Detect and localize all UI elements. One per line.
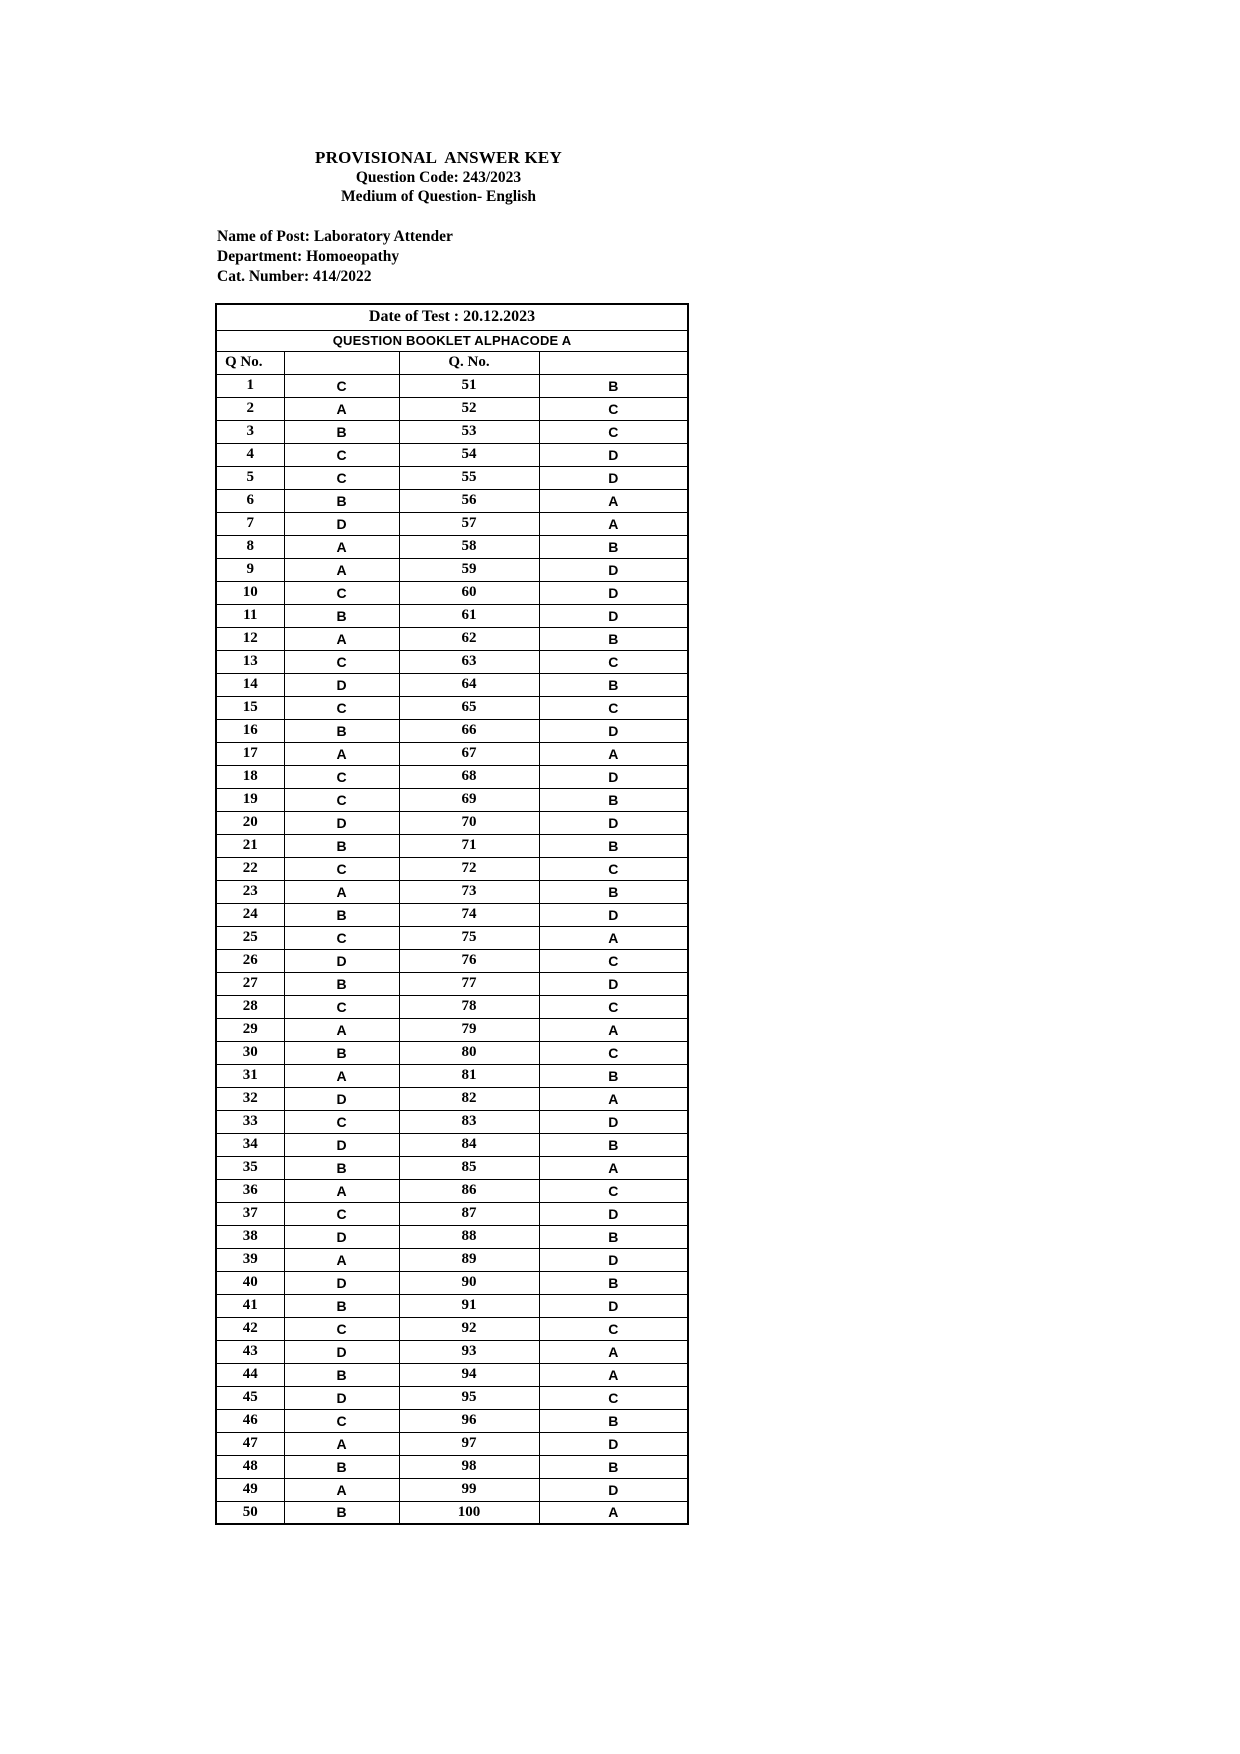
answer-cell: D [539, 466, 688, 489]
answer-cell: B [539, 1271, 688, 1294]
question-number-cell: 87 [399, 1202, 539, 1225]
answer-cell: A [284, 1248, 399, 1271]
answer-cell: C [539, 995, 688, 1018]
date-of-test: Date of Test : 20.12.2023 [216, 304, 688, 330]
question-number-cell: 72 [399, 857, 539, 880]
date-of-test-row [216, 304, 688, 330]
answer-cell: A [539, 1363, 688, 1386]
answer-cell: B [539, 535, 688, 558]
question-number-cell: 38 [216, 1225, 284, 1248]
answer-cell: D [539, 558, 688, 581]
answer-cell: B [539, 880, 688, 903]
answer-cell: A [539, 512, 688, 535]
question-number-cell: 51 [399, 374, 539, 397]
question-number-cell: 64 [399, 673, 539, 696]
answer-cell: D [284, 949, 399, 972]
answer-cell: A [284, 1478, 399, 1501]
answer-cell: C [539, 650, 688, 673]
question-number-cell: 67 [399, 742, 539, 765]
question-number-cell: 79 [399, 1018, 539, 1041]
question-number-cell: 37 [216, 1202, 284, 1225]
table-row [216, 1340, 688, 1363]
answer-cell: D [539, 719, 688, 742]
page-title: PROVISIONAL ANSWER KEY [315, 148, 562, 167]
question-number-cell: 86 [399, 1179, 539, 1202]
column-header-answer-right [539, 351, 688, 374]
answer-cell: B [284, 834, 399, 857]
question-number-cell: 44 [216, 1363, 284, 1386]
answer-cell: B [539, 1455, 688, 1478]
question-number-cell: 5 [216, 466, 284, 489]
answer-cell: D [284, 512, 399, 535]
question-number-cell: 90 [399, 1271, 539, 1294]
name-of-post: Name of Post: Laboratory Attender [217, 228, 453, 245]
question-number-cell: 49 [216, 1478, 284, 1501]
answer-cell: B [539, 627, 688, 650]
question-number-cell: 94 [399, 1363, 539, 1386]
answer-cell: B [284, 489, 399, 512]
medium-of-question: Medium of Question- English [340, 188, 537, 205]
question-number-cell: 4 [216, 443, 284, 466]
question-number-cell: 77 [399, 972, 539, 995]
answer-cell: A [284, 1179, 399, 1202]
answer-cell: B [284, 604, 399, 627]
answer-cell: A [284, 742, 399, 765]
table-row [216, 443, 688, 466]
table-row [216, 1133, 688, 1156]
answer-cell: D [539, 1478, 688, 1501]
question-number-cell: 74 [399, 903, 539, 926]
answer-cell: B [539, 1409, 688, 1432]
table-row [216, 1087, 688, 1110]
answer-cell: C [539, 1179, 688, 1202]
answer-cell: B [284, 903, 399, 926]
answer-rows [216, 374, 688, 1524]
table-row [216, 650, 688, 673]
question-number-cell: 71 [399, 834, 539, 857]
question-number-cell: 43 [216, 1340, 284, 1363]
question-number-cell: 35 [216, 1156, 284, 1179]
answer-cell: A [284, 1432, 399, 1455]
question-number-cell: 16 [216, 719, 284, 742]
question-number-cell: 14 [216, 673, 284, 696]
answer-cell: C [284, 765, 399, 788]
question-number-cell: 47 [216, 1432, 284, 1455]
answer-cell: B [539, 834, 688, 857]
answer-cell: D [539, 1294, 688, 1317]
answer-cell: C [539, 857, 688, 880]
answer-cell: C [539, 1317, 688, 1340]
answer-cell: C [284, 1202, 399, 1225]
table-row [216, 1156, 688, 1179]
booklet-alphacode-title: QUESTION BOOKLET ALPHACODE A [216, 330, 688, 351]
column-header-answer-left [284, 351, 399, 374]
table-row [216, 719, 688, 742]
answer-key-table [215, 303, 689, 1525]
question-number-cell: 15 [216, 696, 284, 719]
question-number-cell: 55 [399, 466, 539, 489]
table-row [216, 1409, 688, 1432]
table-row [216, 1064, 688, 1087]
cat-number: Cat. Number: 414/2022 [217, 268, 372, 285]
answer-cell: C [284, 466, 399, 489]
table-row [216, 1202, 688, 1225]
question-number-cell: 96 [399, 1409, 539, 1432]
table-row [216, 1018, 688, 1041]
question-number-cell: 40 [216, 1271, 284, 1294]
question-number-cell: 78 [399, 995, 539, 1018]
question-number-cell: 66 [399, 719, 539, 742]
question-number-cell: 80 [399, 1041, 539, 1064]
question-number-cell: 82 [399, 1087, 539, 1110]
answer-cell: D [539, 972, 688, 995]
table-row [216, 1110, 688, 1133]
table-row [216, 420, 688, 443]
question-number-cell: 76 [399, 949, 539, 972]
table-row [216, 1179, 688, 1202]
question-number-cell: 20 [216, 811, 284, 834]
answer-cell: A [539, 1501, 688, 1524]
question-number-cell: 48 [216, 1455, 284, 1478]
question-number-cell: 81 [399, 1064, 539, 1087]
table-row [216, 489, 688, 512]
answer-cell: D [539, 443, 688, 466]
table-row [216, 1317, 688, 1340]
question-number-cell: 100 [399, 1501, 539, 1524]
table-row [216, 1271, 688, 1294]
question-number-cell: 24 [216, 903, 284, 926]
question-number-cell: 30 [216, 1041, 284, 1064]
answer-cell: C [284, 581, 399, 604]
question-number-cell: 32 [216, 1087, 284, 1110]
answer-cell: B [284, 1294, 399, 1317]
question-number-cell: 61 [399, 604, 539, 627]
question-number-cell: 84 [399, 1133, 539, 1156]
answer-cell: A [284, 535, 399, 558]
question-number-cell: 93 [399, 1340, 539, 1363]
answer-cell: B [284, 1501, 399, 1524]
table-row [216, 1225, 688, 1248]
answer-cell: A [539, 1340, 688, 1363]
answer-cell: B [284, 972, 399, 995]
answer-cell: A [539, 1087, 688, 1110]
document-header [206, 148, 671, 206]
question-number-cell: 73 [399, 880, 539, 903]
question-number-cell: 50 [216, 1501, 284, 1524]
answer-cell: D [539, 1202, 688, 1225]
question-number-cell: 12 [216, 627, 284, 650]
question-number-cell: 88 [399, 1225, 539, 1248]
question-number-cell: 11 [216, 604, 284, 627]
table-row [216, 1432, 688, 1455]
post-meta [217, 227, 453, 287]
question-number-cell: 23 [216, 880, 284, 903]
table-row [216, 696, 688, 719]
answer-cell: C [284, 1409, 399, 1432]
question-number-cell: 46 [216, 1409, 284, 1432]
question-number-cell: 21 [216, 834, 284, 857]
answer-cell: D [284, 1271, 399, 1294]
table-row [216, 834, 688, 857]
question-code: Question Code: 243/2023 [355, 169, 522, 186]
question-number-cell: 2 [216, 397, 284, 420]
question-number-cell: 54 [399, 443, 539, 466]
question-number-cell: 27 [216, 972, 284, 995]
question-number-cell: 98 [399, 1455, 539, 1478]
question-number-cell: 7 [216, 512, 284, 535]
answer-cell: C [284, 857, 399, 880]
question-number-cell: 9 [216, 558, 284, 581]
question-number-cell: 68 [399, 765, 539, 788]
answer-cell: B [539, 374, 688, 397]
answer-cell: D [284, 1087, 399, 1110]
answer-cell: D [284, 811, 399, 834]
answer-cell: B [284, 719, 399, 742]
question-number-cell: 31 [216, 1064, 284, 1087]
table-row [216, 857, 688, 880]
answer-cell: C [284, 443, 399, 466]
table-row [216, 581, 688, 604]
question-number-cell: 41 [216, 1294, 284, 1317]
question-number-cell: 53 [399, 420, 539, 443]
question-number-cell: 33 [216, 1110, 284, 1133]
table-row [216, 1478, 688, 1501]
column-header-qno-right: Q. No. [399, 351, 539, 374]
question-number-cell: 18 [216, 765, 284, 788]
table-row [216, 604, 688, 627]
answer-cell: C [539, 420, 688, 443]
table-row [216, 673, 688, 696]
question-number-cell: 63 [399, 650, 539, 673]
answer-cell: B [539, 673, 688, 696]
question-number-cell: 36 [216, 1179, 284, 1202]
answer-cell: C [284, 1317, 399, 1340]
answer-cell: B [284, 1041, 399, 1064]
table-row [216, 558, 688, 581]
table-row [216, 1455, 688, 1478]
table-row [216, 397, 688, 420]
question-number-cell: 8 [216, 535, 284, 558]
question-number-cell: 57 [399, 512, 539, 535]
answer-cell: C [539, 696, 688, 719]
answer-cell: D [539, 765, 688, 788]
question-number-cell: 3 [216, 420, 284, 443]
table-row [216, 1501, 688, 1524]
answer-cell: A [284, 627, 399, 650]
column-header-row [216, 351, 688, 374]
answer-cell: C [284, 650, 399, 673]
answer-cell: B [539, 1133, 688, 1156]
answer-cell: D [539, 1248, 688, 1271]
answer-cell: A [284, 880, 399, 903]
answer-cell: C [284, 696, 399, 719]
answer-cell: A [539, 926, 688, 949]
question-number-cell: 75 [399, 926, 539, 949]
column-header-qno-left: Q No. [216, 351, 284, 374]
question-number-cell: 6 [216, 489, 284, 512]
answer-cell: D [284, 1386, 399, 1409]
answer-cell: A [539, 489, 688, 512]
question-number-cell: 39 [216, 1248, 284, 1271]
question-number-cell: 28 [216, 995, 284, 1018]
answer-cell: B [539, 788, 688, 811]
answer-cell: A [539, 1156, 688, 1179]
table-row [216, 765, 688, 788]
table-row [216, 788, 688, 811]
question-number-cell: 26 [216, 949, 284, 972]
answer-cell: C [284, 1110, 399, 1133]
question-number-cell: 99 [399, 1478, 539, 1501]
question-number-cell: 59 [399, 558, 539, 581]
question-number-cell: 19 [216, 788, 284, 811]
answer-cell: B [284, 1363, 399, 1386]
answer-cell: C [284, 788, 399, 811]
answer-cell: D [539, 581, 688, 604]
question-number-cell: 69 [399, 788, 539, 811]
question-number-cell: 29 [216, 1018, 284, 1041]
table-row [216, 1363, 688, 1386]
question-number-cell: 22 [216, 857, 284, 880]
answer-cell: B [539, 1064, 688, 1087]
question-number-cell: 42 [216, 1317, 284, 1340]
answer-cell: C [284, 374, 399, 397]
table-row [216, 926, 688, 949]
question-number-cell: 58 [399, 535, 539, 558]
table-row [216, 811, 688, 834]
table-row [216, 374, 688, 397]
question-number-cell: 1 [216, 374, 284, 397]
question-number-cell: 10 [216, 581, 284, 604]
table-row [216, 1041, 688, 1064]
answer-cell: D [284, 1225, 399, 1248]
table-row [216, 512, 688, 535]
answer-cell: A [539, 742, 688, 765]
question-number-cell: 56 [399, 489, 539, 512]
answer-cell: C [539, 397, 688, 420]
question-number-cell: 52 [399, 397, 539, 420]
table-row [216, 1248, 688, 1271]
question-number-cell: 92 [399, 1317, 539, 1340]
table-row [216, 880, 688, 903]
table-row [216, 535, 688, 558]
answer-cell: D [539, 604, 688, 627]
table-row [216, 742, 688, 765]
question-number-cell: 25 [216, 926, 284, 949]
table-row [216, 903, 688, 926]
answer-cell: B [539, 1225, 688, 1248]
question-number-cell: 34 [216, 1133, 284, 1156]
table-row [216, 1294, 688, 1317]
answer-cell: B [284, 420, 399, 443]
answer-cell: C [539, 1041, 688, 1064]
question-number-cell: 65 [399, 696, 539, 719]
answer-cell: C [284, 926, 399, 949]
question-number-cell: 13 [216, 650, 284, 673]
question-number-cell: 83 [399, 1110, 539, 1133]
answer-cell: D [284, 1340, 399, 1363]
question-number-cell: 17 [216, 742, 284, 765]
answer-cell: D [284, 1133, 399, 1156]
booklet-alphacode-row [216, 330, 688, 351]
answer-cell: C [539, 1386, 688, 1409]
answer-cell: D [539, 903, 688, 926]
question-number-cell: 60 [399, 581, 539, 604]
question-number-cell: 91 [399, 1294, 539, 1317]
question-number-cell: 95 [399, 1386, 539, 1409]
answer-cell: B [284, 1455, 399, 1478]
question-number-cell: 45 [216, 1386, 284, 1409]
answer-cell: A [284, 1018, 399, 1041]
question-number-cell: 85 [399, 1156, 539, 1179]
answer-cell: C [539, 949, 688, 972]
department: Department: Homoeopathy [217, 248, 400, 265]
answer-cell: D [539, 1432, 688, 1455]
answer-cell: A [284, 558, 399, 581]
answer-cell: A [284, 397, 399, 420]
answer-cell: D [539, 811, 688, 834]
answer-cell: A [284, 1064, 399, 1087]
table-row [216, 627, 688, 650]
table-row [216, 1386, 688, 1409]
question-number-cell: 62 [399, 627, 539, 650]
answer-cell: C [284, 995, 399, 1018]
table-row [216, 949, 688, 972]
answer-cell: D [284, 673, 399, 696]
answer-cell: B [284, 1156, 399, 1179]
answer-cell: A [539, 1018, 688, 1041]
table-row [216, 466, 688, 489]
table-row [216, 972, 688, 995]
table-row [216, 995, 688, 1018]
question-number-cell: 89 [399, 1248, 539, 1271]
answer-cell: D [539, 1110, 688, 1133]
question-number-cell: 97 [399, 1432, 539, 1455]
question-number-cell: 70 [399, 811, 539, 834]
